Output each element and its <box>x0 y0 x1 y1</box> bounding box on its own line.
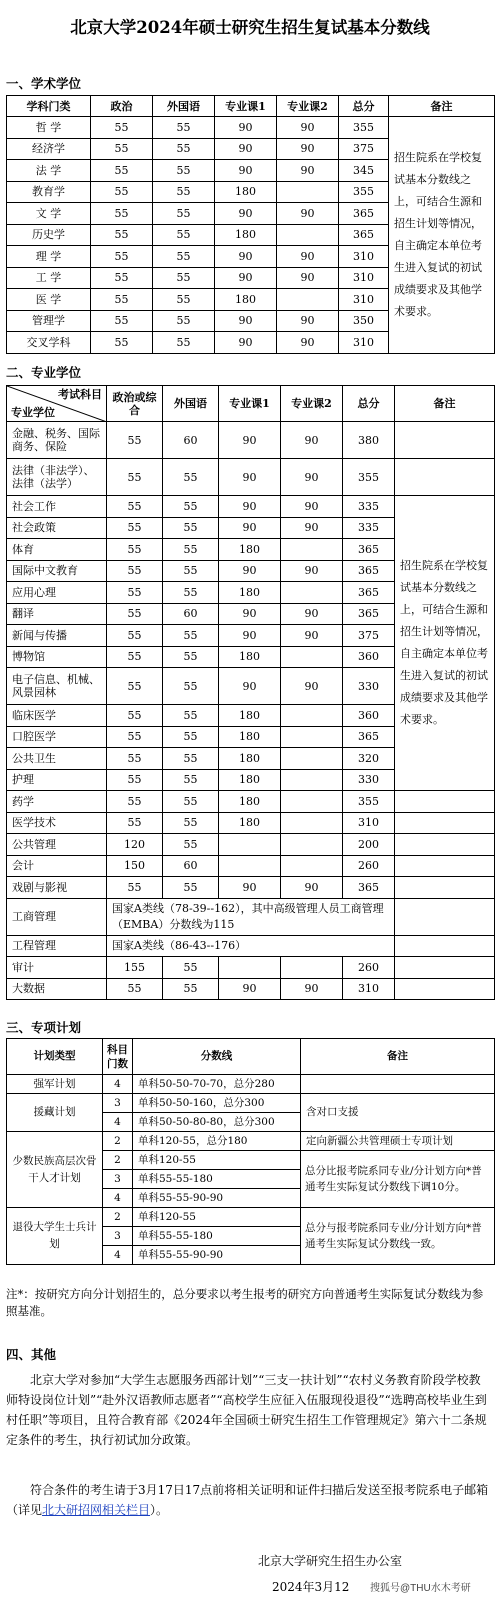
score-text-cell: 国家A类线（86-43--176） <box>107 935 395 957</box>
count-cell: 4 <box>103 1075 133 1094</box>
score-cell: 90 <box>215 203 277 225</box>
score-cell: 55 <box>107 877 163 899</box>
header-remark: 备注 <box>395 386 495 422</box>
score-line-cell: 单科50-50-70-70，总分280 <box>133 1075 301 1094</box>
category-cell: 法 学 <box>7 160 91 182</box>
category-cell: 文 学 <box>7 203 91 225</box>
score-cell: 180 <box>219 582 281 604</box>
score-line-cell: 单科120-55，总分180 <box>133 1132 301 1151</box>
score-cell: 90 <box>215 138 277 160</box>
score-cell: 55 <box>163 834 219 856</box>
header-foreign: 外国语 <box>163 386 219 422</box>
score-cell: 55 <box>107 726 163 748</box>
score-cell: 55 <box>91 138 153 160</box>
degree-cell: 新闻与传播 <box>7 625 107 647</box>
header-major1: 专业课1 <box>219 386 281 422</box>
remark-cell <box>395 978 495 1000</box>
graduate-admission-link[interactable]: 北大研招网相关栏目 <box>42 1503 151 1517</box>
table-row <box>7 957 495 979</box>
degree-cell: 应用心理 <box>7 582 107 604</box>
remark-cell <box>395 422 495 459</box>
diagonal-header <box>7 386 107 422</box>
score-cell: 180 <box>215 224 277 246</box>
count-cell: 4 <box>103 1113 133 1132</box>
score-cell: 90 <box>215 117 277 139</box>
score-cell: 55 <box>163 539 219 561</box>
table-row <box>7 791 495 813</box>
score-cell: 90 <box>277 203 339 225</box>
score-cell: 335 <box>343 496 395 518</box>
remark-cell <box>395 935 495 957</box>
score-cell: 375 <box>343 625 395 647</box>
remark-cell <box>395 957 495 979</box>
plan-minority: 少数民族高层次骨干人才计划 <box>7 1132 103 1208</box>
degree-cell: 工程管理 <box>7 935 107 957</box>
score-cell: 55 <box>107 603 163 625</box>
score-cell: 330 <box>343 769 395 791</box>
score-cell: 55 <box>107 668 163 705</box>
count-cell: 3 <box>103 1094 133 1113</box>
score-cell: 360 <box>343 705 395 727</box>
score-cell: 330 <box>343 668 395 705</box>
score-cell: 90 <box>277 160 339 182</box>
submission-text-end: ）。 <box>150 1503 169 1517</box>
degree-cell: 公共卫生 <box>7 748 107 770</box>
header-major2: 专业课2 <box>277 96 339 117</box>
score-cell: 90 <box>281 496 343 518</box>
degree-cell: 审计 <box>7 957 107 979</box>
header-degree: 专业学位 <box>11 406 55 419</box>
score-cell: 55 <box>107 539 163 561</box>
score-cell: 90 <box>281 603 343 625</box>
degree-cell: 会计 <box>7 855 107 877</box>
score-cell: 60 <box>163 855 219 877</box>
table-row <box>7 834 495 856</box>
score-cell <box>281 791 343 813</box>
remark-cell: 招生院系在学校复试基本分数线之上，可结合生源和招生计划等情况，自主确定本单位考生进入复试的初试成绩要求及其他学术要求。 <box>389 117 495 354</box>
score-cell: 55 <box>91 332 153 354</box>
score-cell <box>277 289 339 311</box>
plan-veteran: 退役大学生士兵计划 <box>7 1208 103 1265</box>
section1-heading: 一、学术学位 <box>6 76 82 91</box>
category-cell: 理 学 <box>7 246 91 268</box>
degree-cell: 口腔医学 <box>7 726 107 748</box>
score-cell: 55 <box>107 978 163 1000</box>
score-cell: 380 <box>343 422 395 459</box>
score-cell <box>281 834 343 856</box>
score-cell <box>219 834 281 856</box>
watermark: 搜狐号@THU水木考研 <box>370 1583 471 1594</box>
degree-cell: 社会工作 <box>7 496 107 518</box>
score-cell: 55 <box>107 517 163 539</box>
score-cell <box>281 705 343 727</box>
score-cell <box>281 957 343 979</box>
score-cell: 55 <box>107 496 163 518</box>
score-cell: 55 <box>107 769 163 791</box>
count-cell: 2 <box>103 1151 133 1170</box>
section4-heading: 四、其他 <box>6 1347 57 1362</box>
count-cell: 3 <box>103 1170 133 1189</box>
table-row <box>7 117 495 139</box>
score-cell: 55 <box>107 646 163 668</box>
score-cell: 180 <box>219 812 281 834</box>
score-cell: 200 <box>343 834 395 856</box>
score-cell: 55 <box>153 310 215 332</box>
score-cell: 90 <box>219 625 281 647</box>
score-cell: 55 <box>163 877 219 899</box>
score-line-cell: 单科50-50-80-80，总分300 <box>133 1113 301 1132</box>
score-cell <box>281 769 343 791</box>
score-cell: 55 <box>163 459 219 496</box>
score-cell: 310 <box>339 267 389 289</box>
professional-table <box>6 385 495 1000</box>
score-cell: 155 <box>107 957 163 979</box>
degree-cell: 电子信息、机械、风景园林 <box>7 668 107 705</box>
score-cell: 90 <box>281 422 343 459</box>
degree-cell: 国际中文教育 <box>7 560 107 582</box>
remark-cell: 定向新疆公共管理硕士专项计划 <box>301 1132 495 1151</box>
score-cell: 55 <box>107 705 163 727</box>
header-total: 总分 <box>339 96 389 117</box>
table-row <box>7 898 495 935</box>
remark-cell <box>301 1075 495 1094</box>
score-cell: 90 <box>281 877 343 899</box>
score-cell <box>281 646 343 668</box>
score-cell <box>281 539 343 561</box>
score-cell: 55 <box>153 224 215 246</box>
score-cell: 120 <box>107 834 163 856</box>
remark-cell <box>395 812 495 834</box>
remark-cell <box>395 834 495 856</box>
section2-heading: 二、专业学位 <box>6 365 82 380</box>
score-cell: 55 <box>163 769 219 791</box>
score-cell: 90 <box>277 246 339 268</box>
score-cell: 90 <box>219 668 281 705</box>
score-cell: 90 <box>219 496 281 518</box>
score-cell: 260 <box>343 957 395 979</box>
score-cell: 90 <box>277 310 339 332</box>
table-row <box>7 935 495 957</box>
score-cell: 365 <box>343 582 395 604</box>
header-politics: 政治或综合 <box>107 386 163 422</box>
score-cell: 55 <box>107 422 163 459</box>
score-cell: 60 <box>163 422 219 459</box>
degree-cell: 护理 <box>7 769 107 791</box>
category-cell: 经济学 <box>7 138 91 160</box>
score-cell: 55 <box>91 310 153 332</box>
degree-cell: 博物馆 <box>7 646 107 668</box>
score-cell: 55 <box>107 625 163 647</box>
score-cell: 150 <box>107 855 163 877</box>
score-cell: 180 <box>219 539 281 561</box>
category-cell: 工 学 <box>7 267 91 289</box>
score-cell: 55 <box>153 203 215 225</box>
header-exam-subject: 考试科目 <box>58 388 102 401</box>
score-cell: 90 <box>281 517 343 539</box>
table-row <box>7 422 495 459</box>
category-cell: 历史学 <box>7 224 91 246</box>
score-cell: 55 <box>153 267 215 289</box>
score-cell: 55 <box>153 332 215 354</box>
degree-cell: 戏剧与影视 <box>7 877 107 899</box>
score-cell: 90 <box>219 603 281 625</box>
score-cell: 55 <box>163 625 219 647</box>
score-cell: 355 <box>343 791 395 813</box>
header-plan-type: 计划类型 <box>7 1039 103 1075</box>
signature: 北京大学研究生招生办公室 <box>258 1554 403 1568</box>
score-cell: 55 <box>163 705 219 727</box>
score-cell: 180 <box>215 181 277 203</box>
remark-cell: 含对口支援 <box>301 1094 495 1132</box>
score-cell: 90 <box>219 459 281 496</box>
score-cell: 365 <box>343 560 395 582</box>
score-cell: 55 <box>91 224 153 246</box>
category-cell: 教育学 <box>7 181 91 203</box>
footnote: 注*：按研究方向分计划招生的，总分要求以考生报考的研究方向普通考生实际复试分数线为参照基准。 <box>6 1287 484 1318</box>
score-cell: 90 <box>281 459 343 496</box>
category-cell: 交叉学科 <box>7 332 91 354</box>
score-cell: 90 <box>277 332 339 354</box>
table-row <box>7 459 495 496</box>
score-cell: 320 <box>343 748 395 770</box>
score-cell: 55 <box>163 668 219 705</box>
score-cell <box>219 855 281 877</box>
score-cell: 90 <box>277 138 339 160</box>
remark-cell <box>395 877 495 899</box>
table-row <box>7 855 495 877</box>
degree-cell: 药学 <box>7 791 107 813</box>
score-cell: 55 <box>107 459 163 496</box>
score-line-cell: 单科50-50-160，总分300 <box>133 1094 301 1113</box>
score-cell: 375 <box>339 138 389 160</box>
score-cell: 90 <box>215 332 277 354</box>
count-cell: 2 <box>103 1132 133 1151</box>
score-line-cell: 单科55-55-90-90 <box>133 1189 301 1208</box>
header-score-line: 分数线 <box>133 1039 301 1075</box>
score-cell: 90 <box>277 117 339 139</box>
plan-qiangjun: 强军计划 <box>7 1075 103 1094</box>
score-cell: 90 <box>281 625 343 647</box>
plan-yuanzang: 援藏计划 <box>7 1094 103 1132</box>
score-cell: 180 <box>215 289 277 311</box>
score-line-cell: 单科55-55-180 <box>133 1170 301 1189</box>
degree-cell: 公共管理 <box>7 834 107 856</box>
score-cell <box>281 726 343 748</box>
bonus-policy-paragraph: 北京大学对参加“大学生志愿服务西部计划”“三支一扶计划”“农村义务教育阶段学校教师特设岗位计划”“赴外汉语教师志愿者”“高校学生应征入伍服现役退役”“选聘高校毕业生到村任职”等项目，且符合教育部《2024年全国硕士研究生招生工作管理规定》第六十二条规定条件的考生，执行初试加分政策。 <box>6 1373 487 1447</box>
count-cell: 3 <box>103 1227 133 1246</box>
score-cell: 55 <box>91 267 153 289</box>
score-cell: 55 <box>163 517 219 539</box>
score-cell: 55 <box>163 957 219 979</box>
header-major1: 专业课1 <box>215 96 277 117</box>
score-cell: 90 <box>219 560 281 582</box>
table-row <box>7 812 495 834</box>
score-cell: 55 <box>153 246 215 268</box>
page-title: 北京大学2024年硕士研究生招生复试基本分数线 <box>70 18 430 37</box>
score-cell: 360 <box>343 646 395 668</box>
remark-cell: 招生院系在学校复试基本分数线之上，可结合生源和招生计划等情况，自主确定本单位考生进入复试的初试成绩要求及其他学术要求。 <box>395 496 495 791</box>
score-cell: 55 <box>153 117 215 139</box>
score-cell: 55 <box>163 726 219 748</box>
score-line-cell: 单科120-55 <box>133 1208 301 1227</box>
score-cell: 90 <box>281 978 343 1000</box>
degree-cell: 翻译 <box>7 603 107 625</box>
score-line-cell: 单科120-55 <box>133 1151 301 1170</box>
score-cell: 55 <box>153 160 215 182</box>
score-cell: 180 <box>219 748 281 770</box>
degree-cell: 金融、税务、国际商务、保险 <box>7 422 107 459</box>
score-cell: 310 <box>339 289 389 311</box>
score-cell: 310 <box>343 812 395 834</box>
score-cell: 60 <box>163 603 219 625</box>
score-cell: 355 <box>343 459 395 496</box>
remark-cell <box>395 855 495 877</box>
score-cell: 310 <box>343 978 395 1000</box>
score-cell: 55 <box>91 160 153 182</box>
table-row <box>7 496 495 518</box>
header-remark: 备注 <box>389 96 495 117</box>
score-cell: 260 <box>343 855 395 877</box>
section3-heading: 三、专项计划 <box>6 1020 82 1035</box>
score-cell: 310 <box>339 332 389 354</box>
score-cell: 90 <box>281 560 343 582</box>
score-cell: 345 <box>339 160 389 182</box>
score-cell: 55 <box>91 203 153 225</box>
score-cell: 55 <box>163 496 219 518</box>
degree-cell: 社会政策 <box>7 517 107 539</box>
score-cell: 55 <box>91 246 153 268</box>
score-cell: 180 <box>219 705 281 727</box>
degree-cell: 法律（非法学）、法律（法学） <box>7 459 107 496</box>
score-cell: 365 <box>343 603 395 625</box>
header-subject-count: 科目门数 <box>103 1039 133 1075</box>
score-cell <box>281 855 343 877</box>
score-cell: 55 <box>107 812 163 834</box>
count-cell: 4 <box>103 1189 133 1208</box>
score-cell: 55 <box>163 812 219 834</box>
header-category: 学科门类 <box>7 96 91 117</box>
table-row <box>7 877 495 899</box>
degree-cell: 临床医学 <box>7 705 107 727</box>
score-cell: 90 <box>281 668 343 705</box>
score-cell: 335 <box>343 517 395 539</box>
remark-cell <box>395 898 495 935</box>
score-cell: 55 <box>163 560 219 582</box>
score-cell: 355 <box>339 181 389 203</box>
score-cell: 55 <box>163 748 219 770</box>
table-row <box>7 978 495 1000</box>
score-text-cell: 国家A类线（78-39--162），其中高级管理人员工商管理（EMBA）分数线为115 <box>107 898 395 935</box>
score-cell: 90 <box>219 877 281 899</box>
score-cell: 180 <box>219 791 281 813</box>
score-cell: 90 <box>277 267 339 289</box>
special-plan-table <box>6 1038 495 1265</box>
submission-text: 符合条件的考生请于3月17日17点前将相关证明和证件扫描后发送至报考院系电子邮箱（详见 <box>6 1483 489 1517</box>
submission-paragraph <box>6 1480 492 1520</box>
score-cell: 310 <box>339 246 389 268</box>
score-cell: 365 <box>339 203 389 225</box>
degree-cell: 大数据 <box>7 978 107 1000</box>
score-cell: 365 <box>343 877 395 899</box>
header-major2: 专业课2 <box>281 386 343 422</box>
count-cell: 2 <box>103 1208 133 1227</box>
score-cell: 365 <box>343 726 395 748</box>
score-cell: 55 <box>153 289 215 311</box>
score-cell: 55 <box>107 560 163 582</box>
score-cell: 55 <box>107 748 163 770</box>
score-cell: 180 <box>219 726 281 748</box>
score-cell: 90 <box>219 978 281 1000</box>
header-total: 总分 <box>343 386 395 422</box>
score-cell: 180 <box>219 769 281 791</box>
header-foreign: 外国语 <box>153 96 215 117</box>
remark-cell <box>395 791 495 813</box>
count-cell: 4 <box>103 1246 133 1265</box>
score-cell: 55 <box>163 646 219 668</box>
score-cell: 55 <box>91 117 153 139</box>
remark-cell <box>395 459 495 496</box>
score-cell: 90 <box>215 310 277 332</box>
score-line-cell: 单科55-55-90-90 <box>133 1246 301 1265</box>
score-cell: 180 <box>219 646 281 668</box>
score-cell: 55 <box>153 181 215 203</box>
score-cell: 55 <box>107 582 163 604</box>
score-cell <box>281 582 343 604</box>
degree-cell: 体育 <box>7 539 107 561</box>
score-cell: 90 <box>215 267 277 289</box>
degree-cell: 工商管理 <box>7 898 107 935</box>
remark-cell: 总分比报考院系同专业/分计划方向*普通考生实际复试分数线下调10分。 <box>301 1151 495 1208</box>
category-cell: 管理学 <box>7 310 91 332</box>
score-cell <box>277 224 339 246</box>
score-cell: 55 <box>163 978 219 1000</box>
score-cell: 365 <box>339 224 389 246</box>
score-cell: 55 <box>163 582 219 604</box>
score-cell: 365 <box>343 539 395 561</box>
score-cell: 355 <box>339 117 389 139</box>
score-cell: 55 <box>153 138 215 160</box>
header-politics: 政治 <box>91 96 153 117</box>
score-cell: 55 <box>91 289 153 311</box>
score-cell: 90 <box>219 422 281 459</box>
score-cell <box>281 812 343 834</box>
score-cell <box>277 181 339 203</box>
date: 2024年3月12 <box>272 1580 350 1594</box>
score-cell: 90 <box>215 246 277 268</box>
score-cell: 55 <box>107 791 163 813</box>
score-cell: 350 <box>339 310 389 332</box>
remark-cell: 总分与报考院系同专业/分计划方向*普通考生实际复试分数线一致。 <box>301 1208 495 1265</box>
score-cell: 55 <box>163 791 219 813</box>
score-line-cell: 单科55-55-180 <box>133 1227 301 1246</box>
score-cell <box>281 748 343 770</box>
category-cell: 哲 学 <box>7 117 91 139</box>
header-remark: 备注 <box>301 1039 495 1075</box>
academic-table <box>6 95 495 354</box>
score-cell: 55 <box>91 181 153 203</box>
score-cell: 90 <box>219 517 281 539</box>
degree-cell: 医学技术 <box>7 812 107 834</box>
score-cell <box>219 957 281 979</box>
category-cell: 医 学 <box>7 289 91 311</box>
score-cell: 90 <box>215 160 277 182</box>
